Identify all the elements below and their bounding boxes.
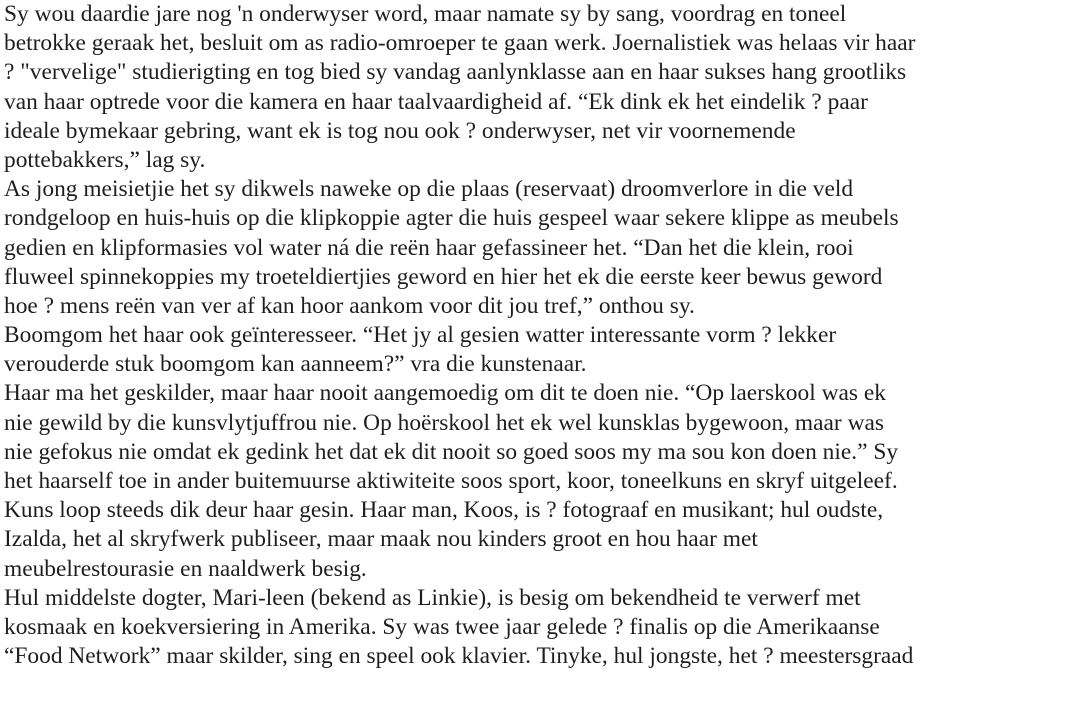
article-text <box>4 0 1080 671</box>
text-line: het haarself toe in ander buitemuurse aktiwiteite soos sport, koor, toneelkuns en skryf uitgeleef. <box>4 468 898 494</box>
text-line: ? "vervelige" studierigting en tog bied sy vandag aanlynklasse aan en haar sukses hang grootliks <box>4 59 907 86</box>
text-line: Sy wou daardie jare nog 'n onderwyser word, maar namate sy by sang, voordrag en toneel <box>4 1 847 27</box>
text-line: Izalda, het al skryfwerk publiseer, maar maak nou kinders groot en hou haar met <box>4 526 758 553</box>
text-line: Kuns loop steeds dik deur haar gesin. Haar man, Koos, is ? fotograaf en musikant; hul oudste, <box>4 497 884 524</box>
text-line: betrokke geraak het, besluit om as radio-omroeper te gaan werk. Joernalistiek was helaas vir haar <box>4 30 916 57</box>
text-line: pottebakkers,” lag sy. <box>4 146 206 173</box>
text-line: fluweel spinnekoppies my troeteldiertjies geword en hier het ek die eerste keer bewus geword <box>4 263 883 290</box>
text-line: “Food Network” maar skilder, sing en speel ook klavier. Tinyke, hul jongste, het ? meestersgraad <box>4 643 914 670</box>
text-line: ideale bymekaar gebring, want ek is tog nou ook ? onderwyser, net vir voornemende <box>4 117 796 144</box>
text-line: Haar ma het geskilder, maar haar nooit aangemoedig om dit te doen nie. “Op laerskool was ek <box>4 380 886 407</box>
text-line: verouderde stuk boomgom kan aanneem?” vra die kunstenaar. <box>4 351 587 378</box>
text-line: As jong meisietjie het sy dikwels naweke op die plaas (reservaat) droomverlore in die veld <box>4 176 854 203</box>
text-line: meubelrestourasie en naaldwerk besig. <box>4 555 367 582</box>
text-line: gedien en klipformasies vol water ná die reën haar gefassineer het. “Dan het die klein, rooi <box>4 234 854 261</box>
text-line: nie gewild by die kunsvlytjuffrou nie. Op hoërskool het ek wel kunsklas bygewoon, maar was <box>4 409 884 436</box>
text-line: Boomgom het haar ook geïnteresseer. “Het jy al gesien watter interessante vorm ? lekker <box>4 322 837 349</box>
text-line: kosmaak en koekversiering in Amerika. Sy was twee jaar gelede ? finalis op die Amerikaanse <box>4 613 880 640</box>
text-line: Hul middelste dogter, Mari-leen (bekend as Linkie), is besig om bekendheid te verwerf met <box>4 584 861 611</box>
text-line: hoe ? mens reën van ver af kan hoor aankom voor dit jou tref,” onthou sy. <box>4 292 695 319</box>
text-line: nie gefokus nie omdat ek gedink het dat ek dit nooit so goed soos my ma sou kon doen nie.” Sy <box>4 438 899 465</box>
text-line: rondgeloop en huis-huis op die klipkoppie agter die huis gespeel waar sekere klippe as meubels <box>4 205 899 232</box>
text-line: van haar optrede voor die kamera en haar taalvaardigheid af. “Ek dink ek het eindelik ? paar <box>4 88 868 115</box>
